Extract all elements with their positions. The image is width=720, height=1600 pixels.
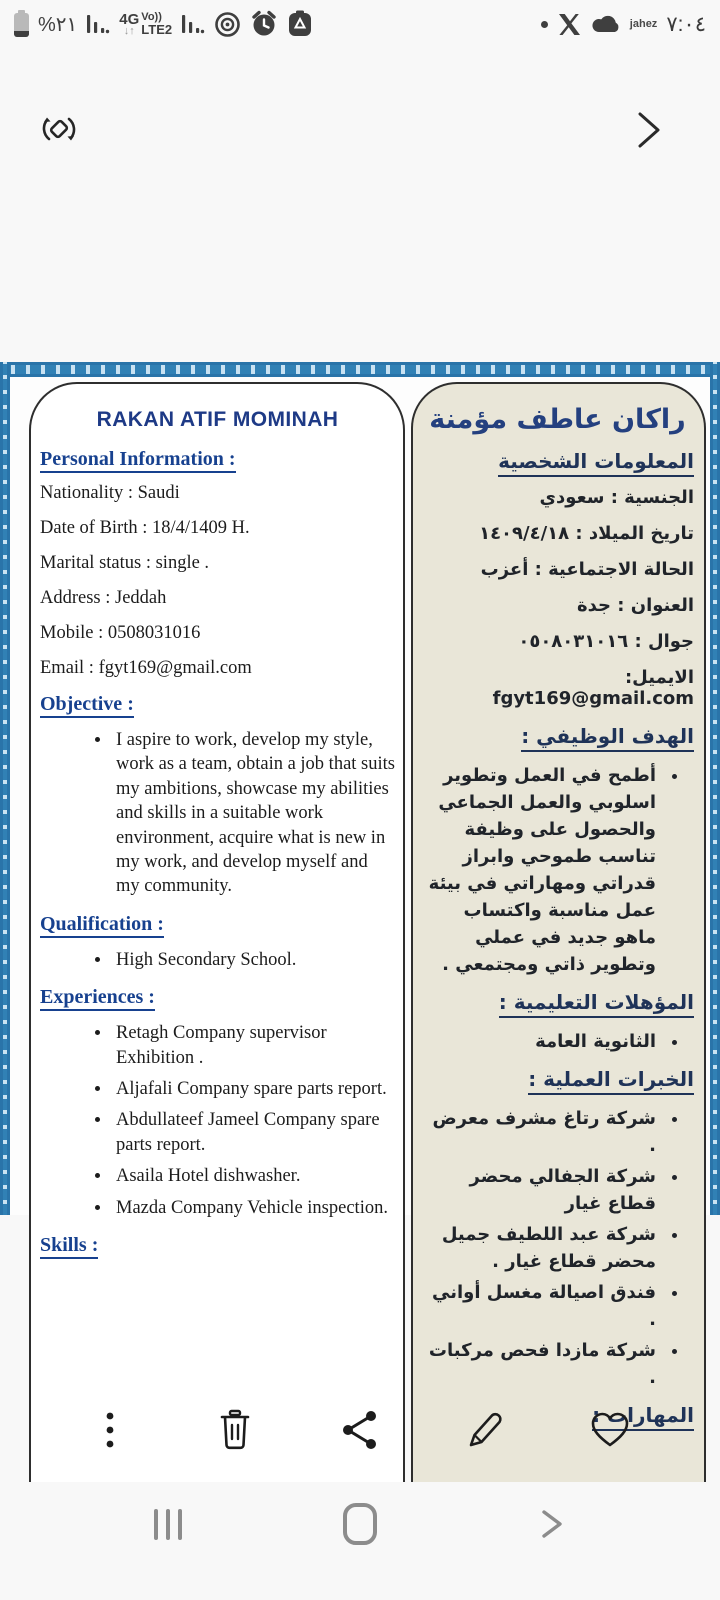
experience-item-en: • Aljafali Company spare parts report. (112, 1077, 395, 1101)
recents-button[interactable] (140, 1496, 196, 1552)
edit-button[interactable] (459, 1404, 511, 1456)
delete-button[interactable] (209, 1404, 261, 1456)
experience-item-en: • Mazda Company Vehicle inspection. (112, 1196, 395, 1220)
chevron-right-icon (632, 108, 666, 152)
experience-item-ar: • فندق اصيالة مغسل أواني . (421, 1279, 660, 1333)
objective-heading-en: Objective : (40, 693, 395, 716)
alarm-icon (250, 10, 278, 38)
experience-item-ar: • شركة الجفالي محضر قطاع غيار (421, 1163, 660, 1217)
signal-bars-icon-2 (181, 11, 205, 37)
personal-info-heading-ar: المعلومات الشخصية (421, 449, 694, 473)
address-line-ar: العنوان : جدة (577, 595, 694, 616)
skills-heading-ar: المهارات : (421, 1403, 694, 1427)
doc-page (10, 377, 710, 1427)
qualification-heading-en: Qualification : (40, 913, 395, 936)
kebab-menu-icon (105, 1410, 115, 1450)
experience-item-en: • Retagh Company supervisor Exhibition . (112, 1021, 395, 1070)
status-bar (0, 0, 720, 48)
marital-line-ar: الحالة الاجتماعية : أعزب (480, 559, 694, 580)
qualification-list-ar (421, 1028, 694, 1055)
battery-percent: %٢١ (38, 13, 78, 36)
experiences-list-en (40, 1021, 395, 1220)
birthdate-line-ar: تاريخ الميلاد : ١٤٠٩/٤/١٨ (479, 523, 694, 544)
qualification-heading-ar: المؤهلات التعليمية : (421, 990, 694, 1014)
status-left-cluster (14, 10, 313, 38)
experiences-heading-en: Experiences : (40, 986, 395, 1009)
experience-item-ar: • شركة عبد اللطيف جميل محضر قطاع غيار . (421, 1221, 660, 1275)
back-chevron-icon (539, 1504, 565, 1544)
nationality-line-en: Nationality : Saudi (40, 483, 180, 503)
objective-bullet-ar: • أطمح في العمل وتطوير اسلوبي والعمل الجماعي والحصول على وظيفة تناسب طموحي وابراز قدراتي ومهاراتي في بيئة عمل مناسبة واكتساب ماهو جديد في عملي وتطوير ذاتي ومجتمعي . (421, 762, 660, 978)
share-icon (340, 1409, 380, 1451)
clock-time: ٧:٠٤ (666, 12, 706, 36)
notification-dot-icon (541, 21, 548, 28)
gallery-toolbar (0, 1392, 720, 1468)
cv-left-column (29, 382, 405, 1482)
status-right-cluster (541, 12, 706, 37)
cv-name-ar: راكان عاطف مؤمنة (429, 404, 686, 435)
objective-heading-ar: الهدف الوظيفي : (421, 724, 694, 748)
cloud-icon (591, 13, 621, 35)
doc-border-right (710, 362, 720, 1215)
signal-bars-icon (86, 11, 110, 37)
pencil-icon (465, 1409, 505, 1451)
nationality-line-ar: الجنسية : سعودي (539, 487, 694, 508)
mobile-line-ar: جوال : ٠٥٠٨٠٣١٠١٦ (518, 631, 694, 652)
cv-document-image[interactable] (0, 362, 720, 1427)
experiences-list-ar (421, 1105, 694, 1391)
cv-right-column (411, 382, 706, 1482)
personal-info-heading-en: Personal Information : (40, 448, 395, 471)
experiences-heading-ar: الخبرات العملية : (421, 1067, 694, 1091)
x-app-icon (557, 12, 582, 37)
mobile-line-en: Mobile : 0508031016 (40, 623, 201, 643)
doc-border-left (0, 362, 10, 1215)
favorite-button[interactable] (584, 1404, 636, 1456)
doc-border-top (0, 362, 720, 377)
data-saver-icon (214, 11, 241, 38)
qualification-list-en (40, 948, 395, 972)
carrier-label: jahez (629, 18, 658, 30)
trash-icon (216, 1409, 254, 1451)
android-nav-bar (0, 1482, 720, 1566)
objective-list-en (40, 728, 395, 899)
home-icon (343, 1503, 377, 1545)
viewer-header (0, 100, 720, 164)
home-button[interactable] (332, 1496, 388, 1552)
experience-item-en: • Asaila Hotel dishwasher. (112, 1164, 395, 1188)
objective-list-ar (421, 762, 694, 978)
email-line-en: Email : fgyt169@gmail.com (40, 658, 252, 678)
cv-name-en: RAKAN ATIF MOMINAH (96, 408, 339, 431)
experience-item-en: • Abdullateef Jameel Company spare parts report. (112, 1108, 395, 1157)
back-button[interactable] (524, 1496, 580, 1552)
qualification-bullet-ar: • الثانوية العامة (421, 1028, 660, 1055)
skills-heading-en: Skills : (40, 1234, 395, 1257)
experience-item-ar: • شركة مازدا فحص مركبات . (421, 1337, 660, 1391)
network-type-indicator: 4G ↓↑ Vo)) LTE2 (119, 10, 173, 37)
experience-item-ar: • شركة رتاغ مشرف معرض . (421, 1105, 660, 1159)
address-line-en: Address : Jeddah (40, 588, 167, 608)
more-options-button[interactable] (84, 1404, 136, 1456)
recents-icon (154, 1509, 182, 1540)
objective-bullet-en: • I aspire to work, develop my style, work as a team, obtain a job that suits my ambitions, showcase my abilities and skills in a suitable work environment, acquire what is new in my work, and develop myself and my community. (112, 728, 395, 899)
share-button[interactable] (334, 1404, 386, 1456)
marital-line-en: Marital status : single . (40, 553, 210, 573)
next-image-button[interactable] (632, 108, 668, 152)
rotate-screen-button[interactable] (36, 106, 82, 152)
heart-icon (589, 1410, 631, 1450)
battery-icon (14, 13, 29, 37)
battery-saver-app-icon (287, 10, 313, 38)
email-line-ar: الايميل: fgyt169@gmail.com (492, 667, 694, 709)
qualification-bullet-en: • High Secondary School. (112, 948, 395, 972)
birthdate-line-en: Date of Birth : 18/4/1409 H. (40, 518, 250, 538)
rotate-screen-icon (36, 106, 82, 152)
